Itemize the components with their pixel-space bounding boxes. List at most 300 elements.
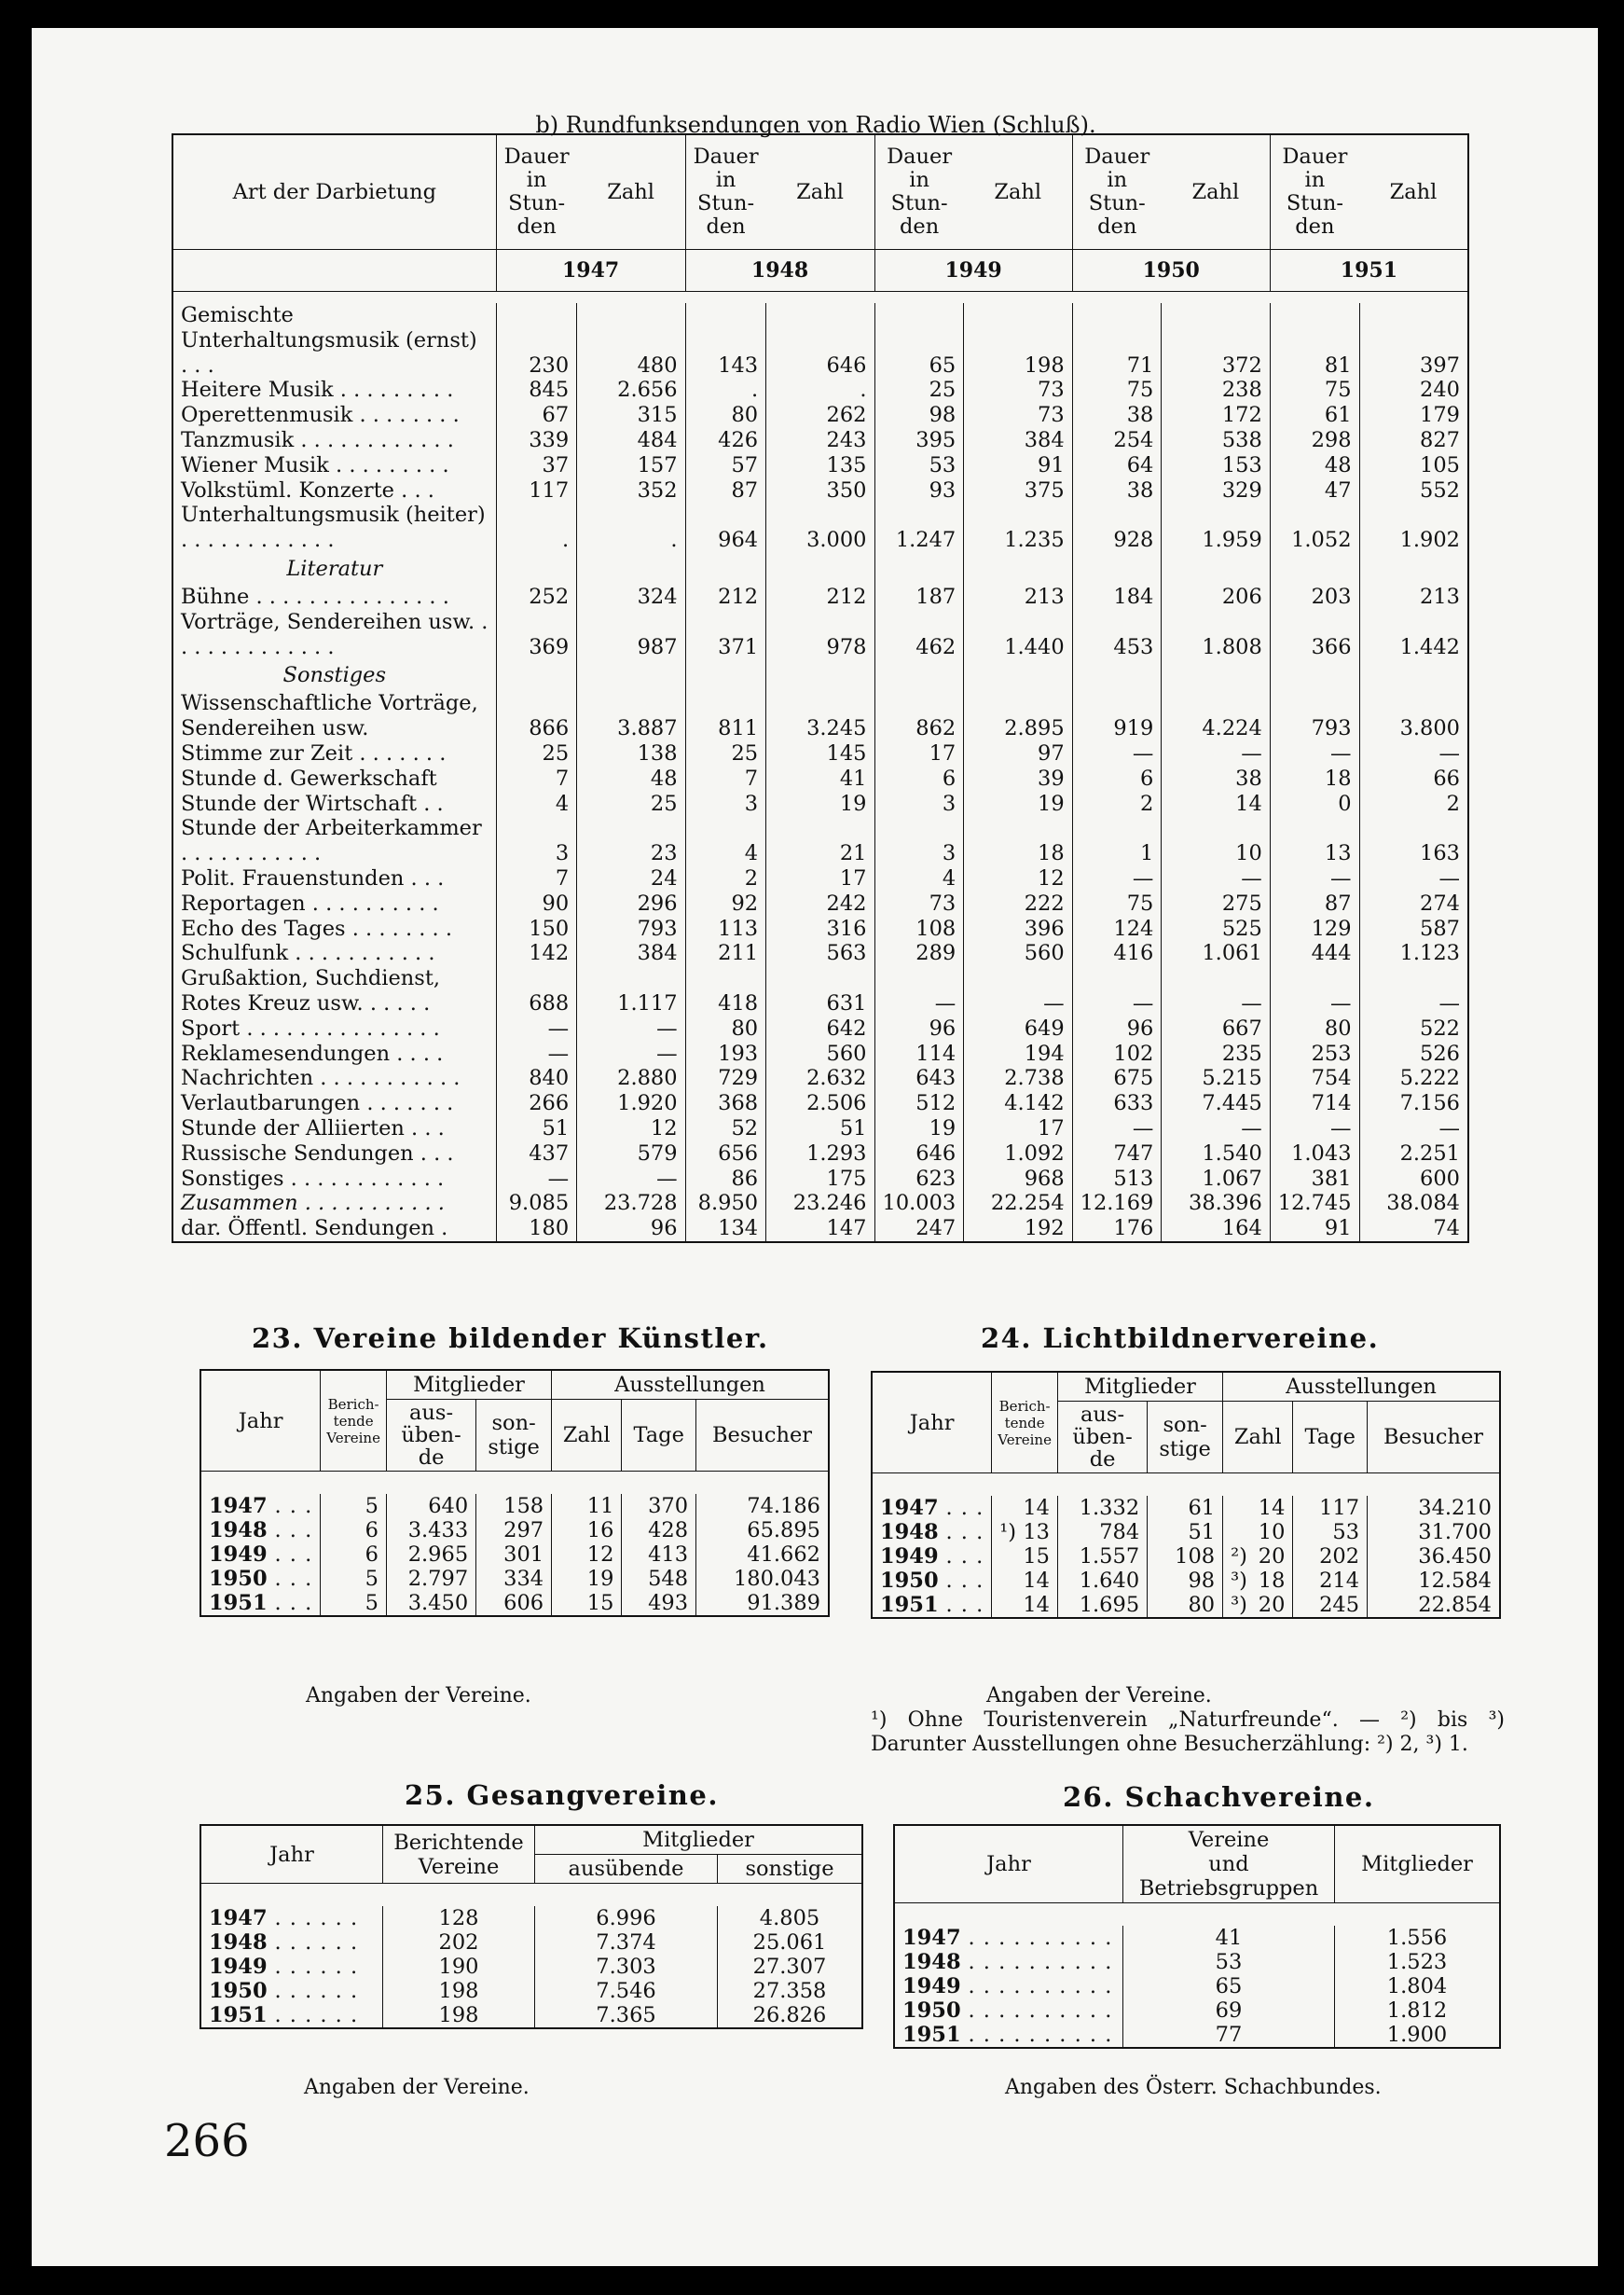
empty-cell [1072, 659, 1162, 691]
empty-cell [1162, 659, 1270, 691]
row-label: Russische Sendungen . . . [172, 1141, 496, 1167]
table-cell [1223, 1496, 1293, 1520]
table-cell: 7.303 [535, 1955, 718, 1979]
table-row [200, 1979, 862, 2003]
table-cell: 19 [766, 792, 874, 817]
table-cell: 298 [1270, 428, 1359, 453]
table-cell: 7.445 [1162, 1091, 1270, 1116]
table-row [172, 403, 1468, 428]
table-row [200, 1542, 829, 1567]
col-jahr: Jahr [872, 1372, 992, 1473]
table-cell: 51 [766, 1116, 874, 1141]
table-cell: 667 [1162, 1016, 1270, 1042]
row-label: Stunde der Wirtschaft . . [172, 792, 496, 817]
table-cell: 640 [386, 1494, 475, 1518]
table-26-body [894, 1926, 1500, 2048]
year-cell [872, 1520, 992, 1544]
year-value: 1950 [209, 1567, 268, 1591]
table-cell: 2.632 [766, 1066, 874, 1091]
table-cell: 5 [321, 1591, 387, 1616]
table-cell: 560 [766, 1042, 874, 1067]
year-cell [200, 1906, 383, 1930]
table-cell: 38 [1072, 478, 1162, 504]
empty-cell [964, 659, 1072, 691]
table-row [200, 1906, 862, 1930]
table-cell: 81 [1270, 303, 1359, 378]
table-cell: 27.358 [717, 1979, 862, 2003]
table-cell: 397 [1359, 303, 1468, 378]
table-cell: 12 [552, 1542, 622, 1567]
table-cell: 74 [1359, 1216, 1468, 1242]
table-cell: 92 [685, 892, 766, 917]
table-row [172, 1116, 1468, 1141]
year-cell [200, 1542, 321, 1567]
radio-broadcasts-table [172, 133, 1469, 1243]
table-cell: 301 [476, 1542, 552, 1567]
table-cell: 113 [685, 917, 766, 942]
table-cell: 158 [476, 1494, 552, 1518]
table-cell: 53 [1293, 1520, 1368, 1544]
table-cell: 1.067 [1162, 1167, 1270, 1192]
table-cell: — [1072, 1116, 1162, 1141]
table-row [872, 1496, 1500, 1520]
table-cell: 2 [1359, 792, 1468, 817]
table-cell: 129 [1270, 917, 1359, 942]
table-row [172, 767, 1468, 792]
table-row [172, 1016, 1468, 1042]
table-cell: 128 [383, 1906, 535, 1930]
table-cell: 147 [766, 1216, 874, 1242]
year-header: 1951 [1270, 250, 1468, 292]
table-cell: 6 [321, 1518, 387, 1542]
table-cell: 416 [1072, 941, 1162, 966]
col-header-zahl-1949: Zahl [964, 134, 1072, 250]
table-cell: 184 [1072, 585, 1162, 610]
table-cell: 2.251 [1359, 1141, 1468, 1167]
table-row [200, 1567, 829, 1591]
table-cell: 1.556 [1335, 1926, 1501, 1950]
col-ausuebende: aus- üben- de [1057, 1402, 1147, 1473]
table-cell: 18 [1270, 767, 1359, 792]
table-cell: 3.245 [766, 691, 874, 741]
table-cell: — [1270, 741, 1359, 767]
table-cell: 1.523 [1335, 1950, 1501, 1974]
table-cell: 16 [552, 1518, 622, 1542]
table-25-title: 25. Gesangvereine. [405, 1779, 719, 1811]
section-label: Literatur [172, 553, 496, 585]
empty-cell [964, 553, 1072, 585]
table-cell: 98 [874, 403, 964, 428]
table-cell: 7.365 [535, 2003, 718, 2028]
table-cell: 368 [685, 1091, 766, 1116]
table-cell: — [1162, 966, 1270, 1016]
table-cell: 5.222 [1359, 1066, 1468, 1091]
table-cell: 656 [685, 1141, 766, 1167]
section-label: Sonstiges [172, 659, 496, 691]
table-row [172, 792, 1468, 817]
dot-leader: . . . . . . . . . . [968, 1926, 1113, 1950]
table-cell: 274 [1359, 892, 1468, 917]
table-cell: 811 [685, 691, 766, 741]
table-25-body [200, 1906, 862, 2028]
table-cell: 5 [321, 1567, 387, 1591]
table-cell: 67 [496, 403, 577, 428]
table-cell: 36.450 [1368, 1544, 1500, 1569]
table-cell: 296 [577, 892, 685, 917]
table-cell: 124 [1072, 917, 1162, 942]
table-cell: 96 [1072, 1016, 1162, 1042]
table-cell: — [496, 1016, 577, 1042]
table-cell: 747 [1072, 1141, 1162, 1167]
table-cell: 10.003 [874, 1191, 964, 1216]
cell-value: 20 [1258, 1593, 1286, 1617]
table-cell: 135 [766, 453, 874, 478]
table-26-source: Angaben des Österr. Schachbundes. [1005, 2076, 1382, 2099]
col-ausuebende: ausübende [535, 1855, 718, 1884]
year-value: 1947 [209, 1494, 268, 1518]
table-cell: 978 [766, 610, 874, 660]
col-mitglieder: Mitglieder [1335, 1825, 1501, 1903]
table-cell: 206 [1162, 585, 1270, 610]
year-cell [872, 1496, 992, 1520]
table-cell: 1.640 [1057, 1569, 1147, 1593]
table-cell: 117 [1293, 1496, 1368, 1520]
table-cell: 1.902 [1359, 503, 1468, 553]
table-cell: 4.805 [717, 1906, 862, 1930]
table-cell: 793 [577, 917, 685, 942]
table-cell: 222 [964, 892, 1072, 917]
year-value: 1947 [902, 1926, 961, 1950]
year-cell [872, 1544, 992, 1569]
dot-leader: . . . . . . . . . . [968, 1950, 1113, 1974]
col-zahl: Zahl [552, 1400, 622, 1472]
table-cell: 157 [577, 453, 685, 478]
table-cell: 2.880 [577, 1066, 685, 1091]
table-cell [992, 1569, 1058, 1593]
table-cell: 525 [1162, 917, 1270, 942]
col-ausstellungen: Ausstellungen [552, 1370, 829, 1400]
table-cell: 1.812 [1335, 1998, 1501, 2023]
table-cell: 384 [964, 428, 1072, 453]
table-cell: 2.738 [964, 1066, 1072, 1091]
col-header-zahl-1948: Zahl [766, 134, 874, 250]
year-value: 1948 [880, 1520, 939, 1544]
table-cell: 371 [685, 610, 766, 660]
year-cell [894, 1998, 1123, 2023]
table-cell: 117 [496, 478, 577, 504]
table-cell: 538 [1162, 428, 1270, 453]
row-label: Operettenmusik . . . . . . . . [172, 403, 496, 428]
table-cell: 38.396 [1162, 1191, 1270, 1216]
table-cell: 649 [964, 1016, 1072, 1042]
table-cell [1223, 1520, 1293, 1544]
table-cell: — [496, 1167, 577, 1192]
col-besucher: Besucher [1368, 1402, 1500, 1473]
table-cell: 2.656 [577, 378, 685, 403]
table-cell: 53 [874, 453, 964, 478]
dot-leader: . . . [945, 1520, 984, 1544]
empty-cell [685, 553, 766, 585]
table-cell: — [1359, 866, 1468, 892]
table-cell: 2.797 [386, 1567, 475, 1591]
table-cell: 17 [964, 1116, 1072, 1141]
table-cell: 10 [1162, 816, 1270, 866]
table-cell: 23 [577, 816, 685, 866]
col-header-zahl-1950: Zahl [1162, 134, 1270, 250]
table-cell: 418 [685, 966, 766, 1016]
table-cell: — [1072, 966, 1162, 1016]
table-cell: 93 [874, 478, 964, 504]
table-cell: 7.156 [1359, 1091, 1468, 1116]
table-cell: 39 [964, 767, 1072, 792]
table-cell: 64 [1072, 453, 1162, 478]
table-cell: 91 [1270, 1216, 1359, 1242]
year-cell [894, 2023, 1123, 2048]
table-cell: — [1072, 741, 1162, 767]
table-cell: 25.061 [717, 1930, 862, 1955]
table-cell: 600 [1359, 1167, 1468, 1192]
year-value: 1951 [209, 2003, 268, 2027]
year-value: 1948 [209, 1518, 268, 1542]
col-header-blank [172, 250, 496, 292]
col-sonstige: sonstige [717, 1855, 862, 1884]
table-cell: 73 [964, 403, 1072, 428]
table-cell: 19 [874, 1116, 964, 1141]
cell-value: 14 [1258, 1496, 1286, 1520]
col-header-dauer-1951: Dauer in Stun- den [1270, 134, 1359, 250]
table-cell: 51 [496, 1116, 577, 1141]
table-23 [200, 1369, 830, 1617]
table-cell: 22.254 [964, 1191, 1072, 1216]
table-row [172, 478, 1468, 504]
table-cell: 4 [874, 866, 964, 892]
year-header: 1949 [874, 250, 1072, 292]
col-berichtende: Berichtende Vereine [383, 1825, 535, 1884]
year-value: 1948 [902, 1950, 961, 1974]
table-cell: 245 [1293, 1593, 1368, 1618]
col-sonstige: son- stige [1148, 1402, 1223, 1473]
table-cell: 252 [496, 585, 577, 610]
row-label: Verlautbarungen . . . . . . . [172, 1091, 496, 1116]
table-cell: 48 [1270, 453, 1359, 478]
table-cell: 145 [766, 741, 874, 767]
table-cell: 96 [577, 1216, 685, 1242]
table-cell: 198 [383, 2003, 535, 2028]
cell-value: 14 [1023, 1593, 1050, 1617]
table-row [894, 2023, 1500, 2048]
table-cell: 1.043 [1270, 1141, 1359, 1167]
dot-leader: . . . [945, 1544, 984, 1569]
table-cell [992, 1520, 1058, 1544]
table-cell: 453 [1072, 610, 1162, 660]
table-cell: 793 [1270, 691, 1359, 741]
table-cell: 71 [1072, 303, 1162, 378]
table-row [172, 1066, 1468, 1091]
table-cell: 203 [1270, 585, 1359, 610]
table-cell: 480 [577, 303, 685, 378]
year-cell [894, 1926, 1123, 1950]
dot-leader: . . . . . . [274, 1955, 359, 1979]
table-row [172, 610, 1468, 660]
year-cell [200, 1494, 321, 1518]
table-cell: 202 [1293, 1544, 1368, 1569]
table-cell: 142 [496, 941, 577, 966]
table-cell: 90 [496, 892, 577, 917]
table-cell: 65 [1123, 1974, 1335, 1998]
table-cell: 77 [1123, 2023, 1335, 2048]
table-cell: 150 [496, 917, 577, 942]
table-row [172, 428, 1468, 453]
table-cell: 1.900 [1335, 2023, 1501, 2048]
table-cell: 587 [1359, 917, 1468, 942]
table-cell: 243 [766, 428, 874, 453]
table-cell: 41.662 [696, 1542, 829, 1567]
empty-cell [1072, 553, 1162, 585]
col-sonstige: son- stige [476, 1400, 552, 1472]
table-cell: 297 [476, 1518, 552, 1542]
table-cell: 73 [964, 378, 1072, 403]
table-cell: 633 [1072, 1091, 1162, 1116]
table-cell: 7 [685, 767, 766, 792]
empty-cell [1270, 659, 1359, 691]
table-cell: 53 [1123, 1950, 1335, 1974]
row-label: Gemischte Unterhaltungsmusik (ernst) . . . [172, 303, 496, 378]
table-cell: 324 [577, 585, 685, 610]
col-vereine: Vereine und Betriebsgruppen [1123, 1825, 1335, 1903]
row-label: Stunde der Alliierten . . . [172, 1116, 496, 1141]
table-cell: 2.895 [964, 691, 1072, 741]
table-cell: 18 [964, 816, 1072, 866]
table-cell: 866 [496, 691, 577, 741]
cell-value: 14 [1023, 1496, 1050, 1520]
table-cell: 194 [964, 1042, 1072, 1067]
table-row [172, 866, 1468, 892]
table-cell: 75 [1072, 378, 1162, 403]
row-label: Grußaktion, Suchdienst, Rotes Kreuz usw. . . . . . [172, 966, 496, 1016]
year-cell [894, 1974, 1123, 1998]
table-cell: 213 [964, 585, 1072, 610]
table-cell: 462 [874, 610, 964, 660]
table-cell: 96 [874, 1016, 964, 1042]
year-cell [200, 1979, 383, 2003]
table-cell: 1.092 [964, 1141, 1072, 1167]
col-jahr: Jahr [200, 1370, 321, 1472]
table-cell: 513 [1072, 1167, 1162, 1192]
empty-cell [1162, 553, 1270, 585]
table-cell: 230 [496, 303, 577, 378]
table-cell: 606 [476, 1591, 552, 1616]
dot-leader: . . . [274, 1591, 313, 1615]
dot-leader: . . . . . . [274, 2003, 359, 2027]
table-row [200, 1518, 829, 1542]
table-cell: 845 [496, 378, 577, 403]
table-cell: — [577, 1042, 685, 1067]
table-cell: 108 [1148, 1544, 1223, 1569]
col-header-zahl-1951: Zahl [1359, 134, 1468, 250]
row-label: Stimme zur Zeit . . . . . . . [172, 741, 496, 767]
table-cell: 254 [1072, 428, 1162, 453]
table-cell: — [874, 966, 964, 1016]
table-cell: 235 [1162, 1042, 1270, 1067]
table-cell: 6 [1072, 767, 1162, 792]
cell-value: 10 [1258, 1520, 1286, 1544]
table-row [172, 816, 1468, 866]
year-header: 1947 [496, 250, 685, 292]
col-tage: Tage [622, 1400, 696, 1472]
table-cell: 623 [874, 1167, 964, 1192]
table-cell: — [496, 1042, 577, 1067]
table-row [200, 2003, 862, 2028]
table-cell: 190 [383, 1955, 535, 1979]
table-cell: 3.433 [386, 1518, 475, 1542]
table-cell: 12 [577, 1116, 685, 1141]
table-cell: 51 [1148, 1520, 1223, 1544]
dot-leader: . . . [945, 1569, 984, 1593]
table-cell: 80 [685, 1016, 766, 1042]
cell-value: 14 [1023, 1569, 1050, 1593]
table-cell: 75 [1270, 378, 1359, 403]
table-row [200, 1591, 829, 1616]
footnote-marker: ³) [1231, 1569, 1247, 1593]
year-value: 1951 [209, 1591, 268, 1615]
year-value: 1947 [880, 1496, 939, 1520]
row-label: Heitere Musik . . . . . . . . . [172, 378, 496, 403]
table-cell: 48 [577, 767, 685, 792]
table-cell: 74.186 [696, 1494, 829, 1518]
table-24-title: 24. Lichtbildnervereine. [981, 1322, 1380, 1354]
table-row [894, 1926, 1500, 1950]
row-label: Bühne . . . . . . . . . . . . . . . [172, 585, 496, 610]
table-cell: 61 [1270, 403, 1359, 428]
table-cell: 91 [964, 453, 1072, 478]
year-value: 1948 [209, 1930, 268, 1955]
table-cell: 38 [1072, 403, 1162, 428]
table-cell: 2 [685, 866, 766, 892]
table-cell: 1.695 [1057, 1593, 1147, 1618]
table-cell: 179 [1359, 403, 1468, 428]
table-cell: 87 [1270, 892, 1359, 917]
table-cell: 426 [685, 428, 766, 453]
table-cell: 1.440 [964, 610, 1072, 660]
section-row [172, 553, 1468, 585]
table-cell: 289 [874, 941, 964, 966]
empty-cell [1359, 553, 1468, 585]
table-cell: 214 [1293, 1569, 1368, 1593]
table-cell: 275 [1162, 892, 1270, 917]
table-24-body [872, 1496, 1500, 1618]
row-label: Echo des Tages . . . . . . . . [172, 917, 496, 942]
table-cell: — [1072, 866, 1162, 892]
table-cell: 381 [1270, 1167, 1359, 1192]
table-cell: 840 [496, 1066, 577, 1091]
table-cell: 928 [1072, 503, 1162, 553]
table-row [172, 1167, 1468, 1192]
table-cell: 212 [766, 585, 874, 610]
table-cell: 522 [1359, 1016, 1468, 1042]
table-cell: 24 [577, 866, 685, 892]
table-cell: 1.293 [766, 1141, 874, 1167]
table-cell: 87 [685, 478, 766, 504]
table-cell: 193 [685, 1042, 766, 1067]
table-cell: . [577, 503, 685, 553]
table-cell: 73 [874, 892, 964, 917]
year-value: 1949 [209, 1542, 268, 1567]
table-row [200, 1955, 862, 1979]
table-cell: 2 [1072, 792, 1162, 817]
table-cell: 105 [1359, 453, 1468, 478]
table-25 [200, 1824, 863, 2029]
table-23-source: Angaben der Vereine. [306, 1684, 531, 1707]
